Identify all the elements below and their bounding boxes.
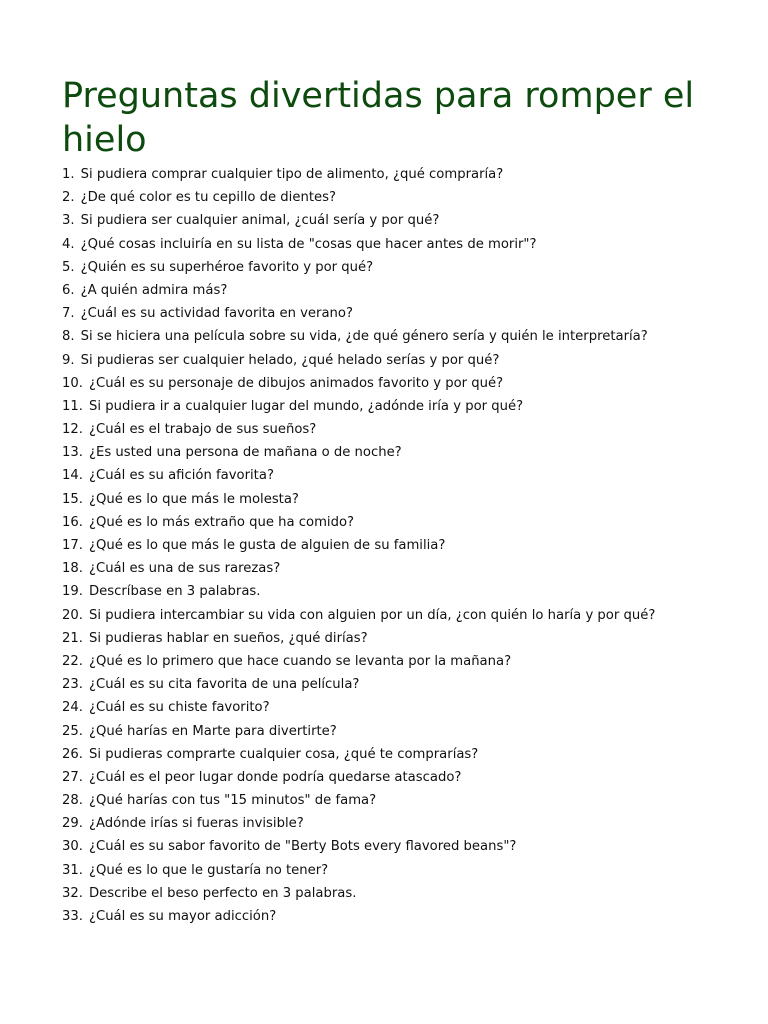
question-number: 3. — [62, 213, 75, 229]
list-item — [62, 375, 702, 393]
list-item — [62, 467, 702, 485]
question-number: 6. — [62, 282, 75, 298]
question-text: ¿Cuál es su chiste favorito? — [88, 700, 270, 716]
list-item — [62, 699, 702, 717]
question-number: 9. — [62, 352, 75, 368]
question-number: 26. — [62, 746, 83, 762]
question-text: ¿Cuál es su cita favorita de una película? — [88, 677, 360, 693]
question-text: ¿Qué es lo primero que hace cuando se levanta por la mañana? — [88, 653, 512, 669]
question-number: 18. — [62, 561, 83, 577]
question-number: 33. — [62, 909, 83, 924]
list-item — [62, 537, 702, 555]
question-text: ¿Qué es lo más extraño que ha comido? — [88, 514, 355, 530]
list-item — [62, 746, 702, 764]
question-number: 2. — [62, 190, 75, 206]
question-text: ¿Qué es lo que más le gusta de alguien de su familia? — [88, 538, 446, 553]
question-number: 4. — [62, 236, 75, 252]
list-item — [62, 908, 702, 926]
list-item — [62, 607, 702, 625]
list-item — [62, 514, 702, 532]
question-text: Si pudieras comprarte cualquier cosa, ¿qué te comprarías? — [88, 746, 479, 762]
question-number: 29. — [62, 816, 83, 832]
question-number: 21. — [62, 630, 83, 646]
list-item — [62, 815, 702, 833]
question-number: 7. — [62, 306, 75, 322]
question-text: Descríbase en 3 palabras. — [88, 584, 261, 600]
question-number: 19. — [62, 584, 83, 600]
list-item — [62, 421, 702, 439]
list-item — [62, 305, 702, 323]
document-page — [62, 74, 702, 931]
question-number: 20. — [62, 607, 83, 623]
question-text: ¿Cuál es su actividad favorita en verano? — [80, 306, 353, 322]
question-text: Si pudiera comprar cualquier tipo de alimento, ¿qué compraría? — [80, 167, 504, 182]
list-item — [62, 653, 702, 671]
question-text: Si pudieras ser cualquier helado, ¿qué helado serías y por qué? — [80, 352, 500, 368]
question-text: Describe el beso perfecto en 3 palabras. — [88, 885, 357, 901]
question-text: ¿Cuál es su sabor favorito de "Berty Bots every flavored beans"? — [88, 839, 517, 855]
question-number: 8. — [62, 329, 75, 345]
list-item — [62, 676, 702, 694]
list-item — [62, 328, 702, 346]
question-number: 22. — [62, 653, 83, 669]
list-item — [62, 838, 702, 856]
question-text: ¿Cuál es una de sus rarezas? — [88, 561, 281, 577]
question-text: ¿De qué color es tu cepillo de dientes? — [80, 190, 336, 206]
question-text: ¿Cuál es su afición favorita? — [88, 468, 274, 484]
question-list — [62, 166, 702, 926]
question-text: ¿Adónde irías si fueras invisible? — [88, 816, 304, 832]
list-item — [62, 583, 702, 601]
question-number: 1. — [62, 167, 75, 182]
list-item — [62, 352, 702, 370]
question-text: ¿Qué harías con tus "15 minutos" de fama? — [88, 793, 377, 809]
list-item — [62, 630, 702, 648]
list-item — [62, 769, 702, 787]
question-text: Si pudieras hablar en sueños, ¿qué dirías? — [88, 630, 368, 646]
question-number: 25. — [62, 723, 83, 739]
question-number: 10. — [62, 375, 83, 391]
question-number: 17. — [62, 538, 83, 553]
question-number: 14. — [62, 468, 83, 484]
question-number: 32. — [62, 885, 83, 901]
question-number: 15. — [62, 491, 83, 507]
list-item — [62, 166, 702, 184]
question-text: ¿Es usted una persona de mañana o de noche? — [88, 445, 402, 461]
list-item — [62, 236, 702, 254]
question-number: 31. — [62, 862, 83, 878]
question-text: ¿Cuál es su personaje de dibujos animados favorito y por qué? — [88, 375, 504, 391]
question-text: ¿Qué harías en Marte para divertirte? — [88, 723, 337, 739]
question-text: ¿Cuál es el peor lugar donde podría quedarse atascado? — [88, 769, 462, 785]
question-number: 12. — [62, 422, 83, 438]
list-item — [62, 259, 702, 277]
question-text: ¿Quién es su superhéroe favorito y por qué? — [80, 259, 374, 275]
question-number: 30. — [62, 839, 83, 855]
list-item — [62, 560, 702, 578]
list-item — [62, 189, 702, 207]
question-number: 28. — [62, 793, 83, 809]
question-text: Si pudiera ser cualquier animal, ¿cuál sería y por qué? — [80, 213, 440, 229]
list-item — [62, 723, 702, 741]
question-number: 5. — [62, 259, 75, 275]
question-number: 11. — [62, 398, 83, 414]
page-title: Preguntas divertidas para romper el hielo — [62, 76, 695, 160]
list-item — [62, 282, 702, 300]
question-text: ¿Cuál es el trabajo de sus sueños? — [88, 422, 317, 438]
question-text: Si se hiciera una película sobre su vida, ¿de qué género sería y quién le interpretaría? — [80, 329, 648, 345]
list-item — [62, 792, 702, 810]
question-number: 13. — [62, 445, 83, 461]
list-item — [62, 885, 702, 903]
question-number: 27. — [62, 769, 83, 785]
list-item — [62, 398, 702, 416]
question-text: ¿A quién admira más? — [80, 282, 228, 298]
question-number: 23. — [62, 677, 83, 693]
question-text: Si pudiera ir a cualquier lugar del mundo, ¿adónde iría y por qué? — [88, 398, 524, 414]
list-item — [62, 444, 702, 462]
question-text: Si pudiera intercambiar su vida con alguien por un día, ¿con quién lo haría y por qué? — [88, 607, 656, 623]
list-item — [62, 491, 702, 509]
question-text: ¿Cuál es su mayor adicción? — [88, 909, 277, 924]
question-text: ¿Qué es lo que le gustaría no tener? — [88, 862, 329, 878]
list-item — [62, 862, 702, 880]
question-text: ¿Qué cosas incluiría en su lista de "cosas que hacer antes de morir"? — [80, 236, 537, 252]
question-number: 24. — [62, 700, 83, 716]
question-number: 16. — [62, 514, 83, 530]
list-item — [62, 212, 702, 230]
question-text: ¿Qué es lo que más le molesta? — [88, 491, 299, 507]
